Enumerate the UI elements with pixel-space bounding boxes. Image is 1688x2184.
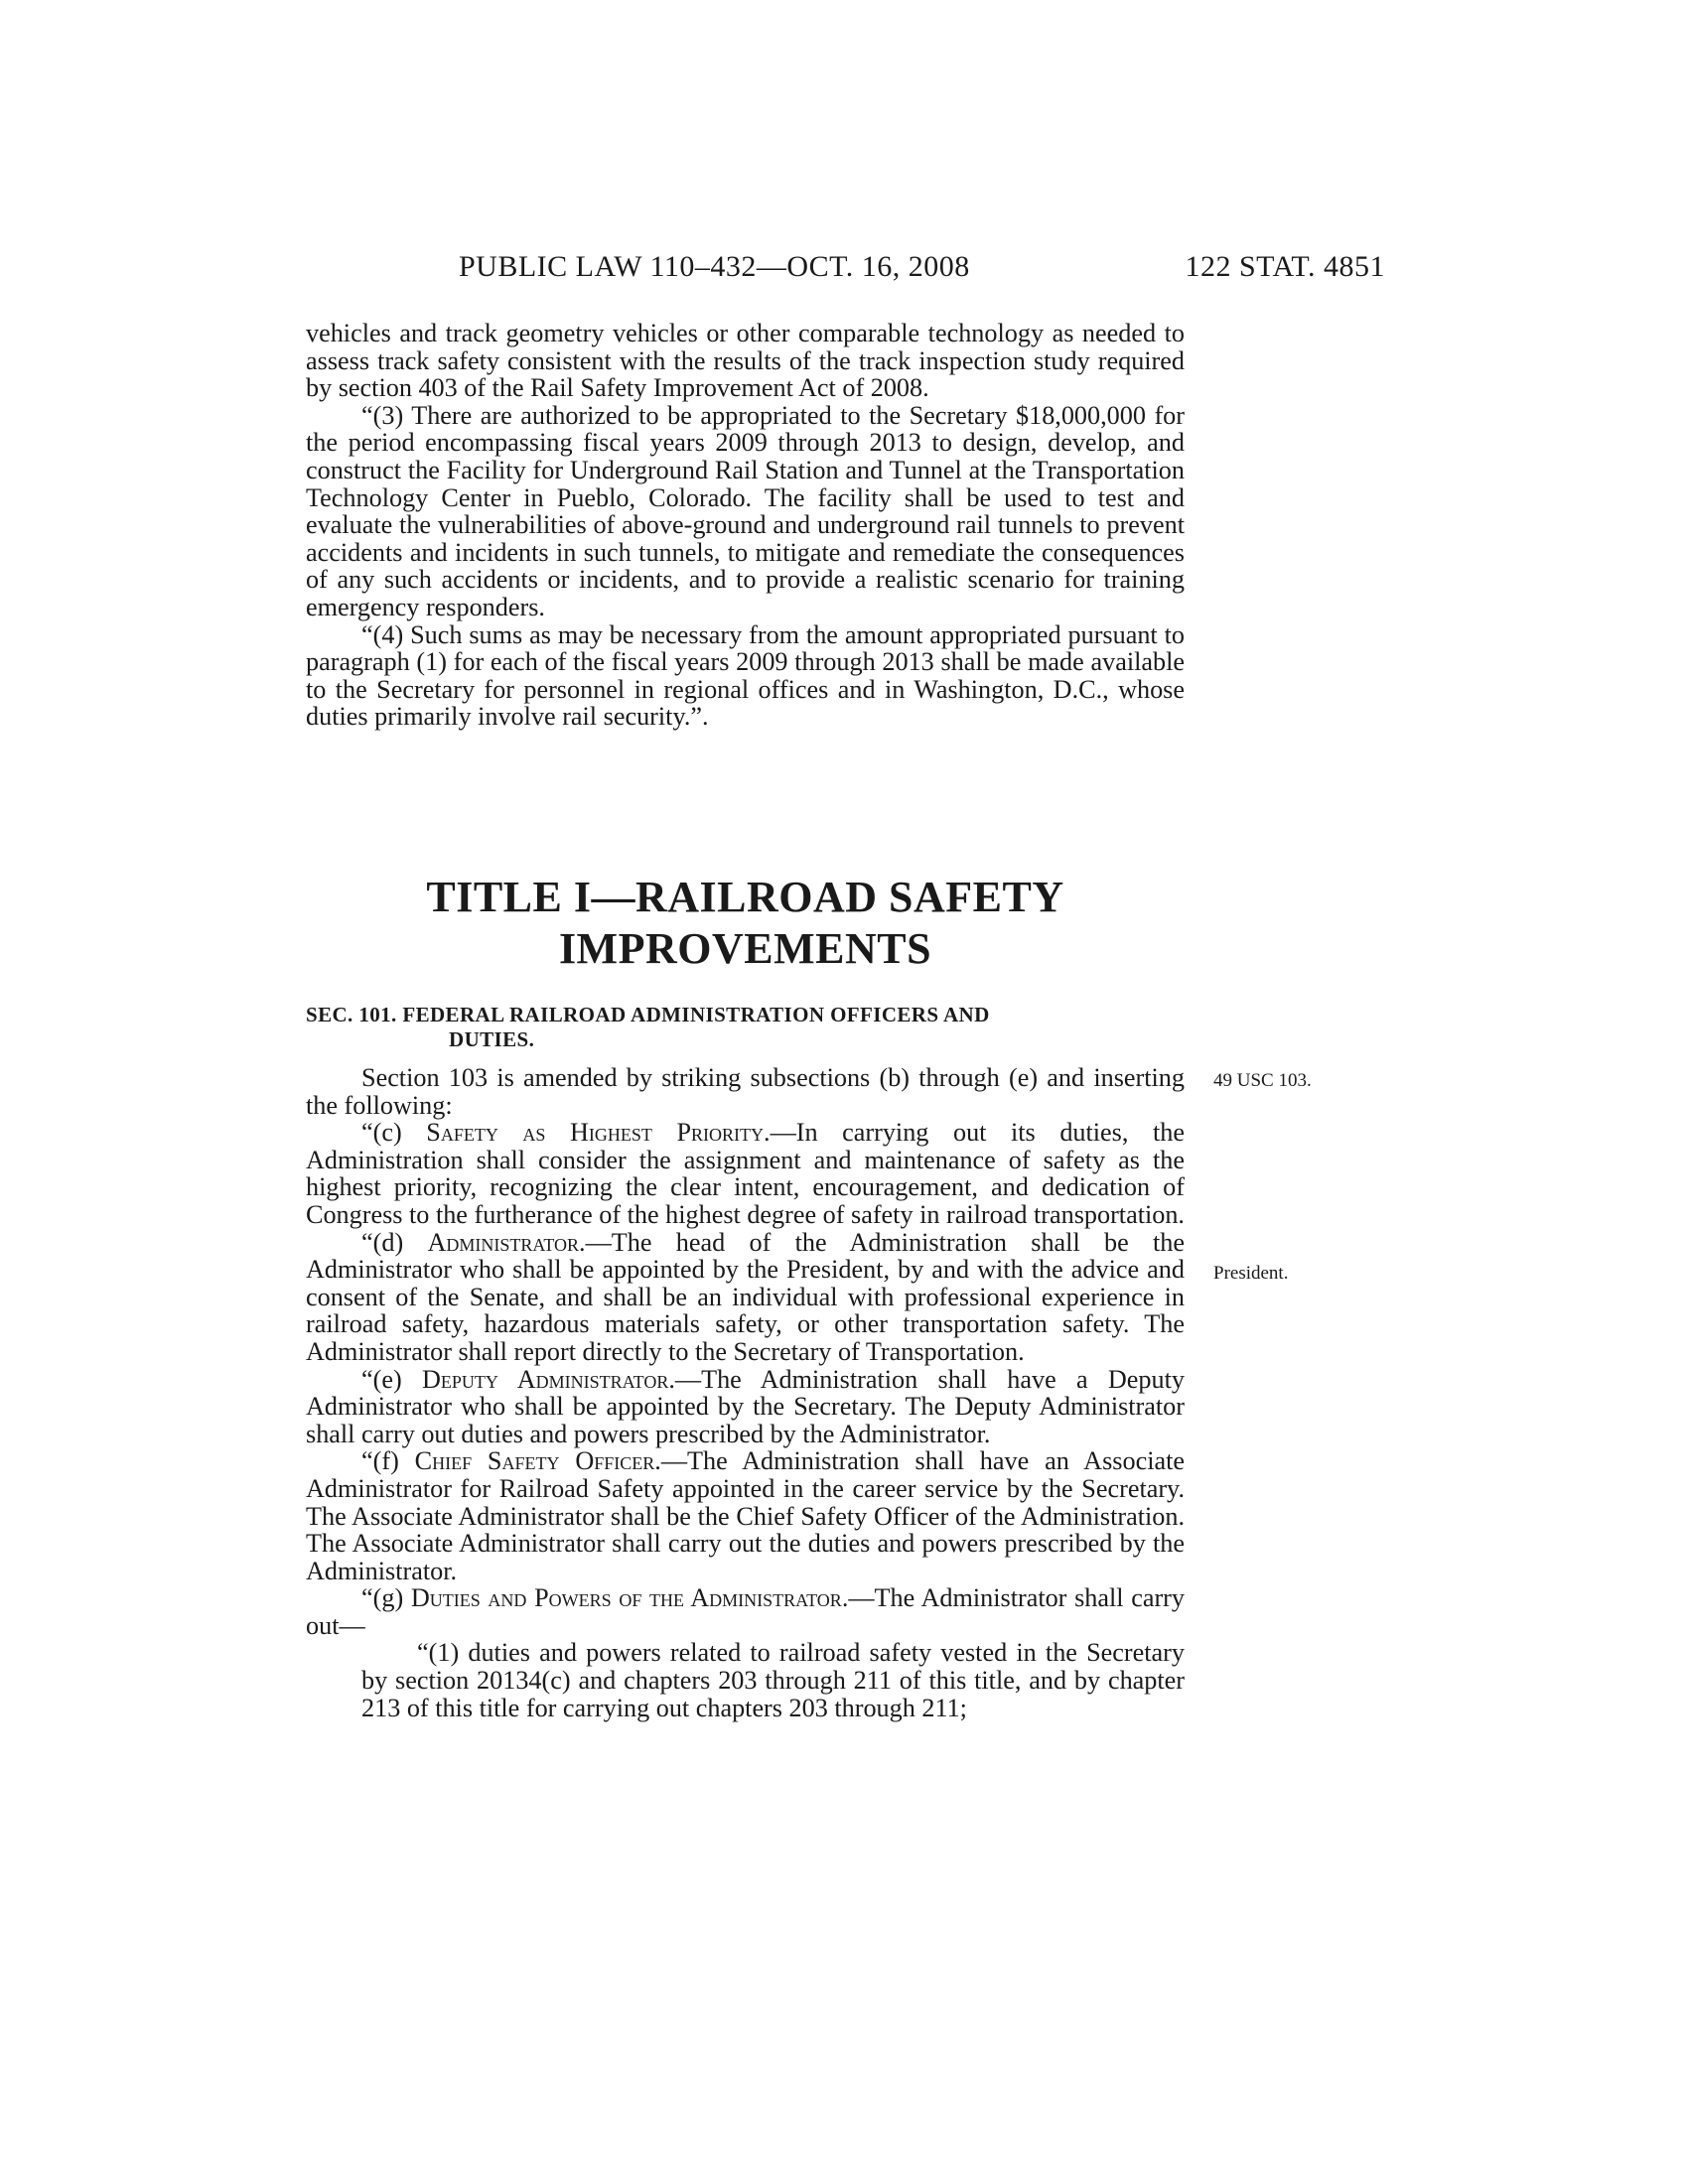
section-body	[306, 1064, 1185, 1721]
subsection-f	[306, 1447, 1185, 1584]
running-head	[298, 250, 1385, 290]
subsection-e-label: “(e)	[361, 1364, 422, 1394]
section-heading	[306, 1003, 1185, 1052]
running-head-stat: 122 STAT. 4851	[1185, 250, 1385, 283]
margin-note-usc: 49 USC 103.	[1213, 1070, 1312, 1091]
subsection-c-label: “(c)	[361, 1118, 427, 1148]
subsection-e-text: .—The Administration shall have a Deputy Administrator who shall be appointed by the Secretary. The Deputy Administrator shall carry out duties and powers prescribed by the Administrator.	[306, 1364, 1185, 1448]
margin-note-president: President.	[1213, 1263, 1289, 1284]
title-line-1: TITLE I—RAILROAD SAFETY	[426, 873, 1064, 921]
subsection-d	[306, 1229, 1185, 1366]
paragraph-3: “(3) There are authorized to be appropriated to the Secretary $18,000,000 for the period encompassing fiscal years 2009 through 2013 to design, develop, and construct the Facility for Underground Rail Station and Tunnel at the Transportation Technology Center in Pueblo, Colorado. The facility shall be used to test and evaluate the vulnerabilities of above-ground and underground rail tunnels to prevent accidents and incidents in such tunnels, to mitigate and remediate the consequences of any such accidents or incidents, and to provide a realistic scenario for training emergency responders.	[306, 400, 1185, 621]
subsection-f-heading: Chief Safety Officer	[414, 1446, 655, 1476]
title-heading	[306, 872, 1185, 975]
section-title-line-2: DUTIES.	[449, 1027, 535, 1051]
paragraph-4: “(4) Such sums as may be necessary from the amount appropriated pursuant to paragraph (1) for each of the fiscal years 2009 through 2013 shall be made available to the Secretary for personnel in regional offices and in Washington, D.C., whose duties primarily involve rail security.”.	[306, 619, 1185, 732]
subsection-c-text: .—In carrying out its duties, the Administration shall consider the assignment and maintenance of safety as the highest priority, recognizing the clear intent, encouragement, and dedication of Congress to the furtherance of the highest degree of safety in railroad transportation.	[306, 1118, 1185, 1229]
subsection-c-heading: Safety as Highest Priority	[426, 1118, 765, 1148]
subsection-g-label: “(g)	[361, 1583, 411, 1613]
subsection-g	[306, 1584, 1185, 1639]
running-head-law: PUBLIC LAW 110–432—OCT. 16, 2008	[459, 250, 970, 283]
subsection-g-heading: Duties and Powers of the Administrator	[410, 1583, 842, 1613]
subsection-e	[306, 1366, 1185, 1448]
paragraph-continuation: vehicles and track geometry vehicles or other comparable technology as needed to assess track safety consistent with the results of the track inspection study required by section 403 of the Rail Safety Improvement Act of 2008.	[306, 319, 1185, 403]
title-line-2: IMPROVEMENTS	[558, 924, 932, 973]
subsection-d-text: .—The head of the Administration shall be the Administrator who shall be appointed by the President, by and with the advice and consent of the Senate, and shall be an individual with professional experience in railroad safety, hazardous materials safety, or other transportation safety. The Administrator shall report directly to the Secretary of Transportation.	[306, 1227, 1185, 1366]
section-title-line-1: FEDERAL RAILROAD ADMINISTRATION OFFICERS AND	[402, 1003, 990, 1026]
section-number: SEC. 101.	[306, 1003, 397, 1026]
subsection-e-heading: Deputy Administrator	[421, 1364, 669, 1394]
subsection-g-text: .—The Administrator shall carry out—	[306, 1583, 1185, 1640]
continued-text	[306, 320, 1185, 731]
paragraph-g-1: “(1) duties and powers related to railroad safety vested in the Secretary by section 20134(c) and chapters 203 through 211 of this title, and by chapter 213 of this title for carrying out chapters 203 through 211;	[361, 1638, 1185, 1722]
subsection-f-label: “(f)	[361, 1446, 415, 1476]
subsection-f-text: .—The Administration shall have an Associate Administrator for Railroad Safety appointed in the career service by the Secretary. The Associate Administrator shall be the Chief Safety Officer of the Administration. The Associate Administrator shall carry out the duties and powers prescribed by the Administrator.	[306, 1446, 1185, 1585]
subsection-d-heading: Administrator	[427, 1227, 580, 1257]
section-intro: Section 103 is amended by striking subsections (b) through (e) and inserting the following:	[306, 1063, 1185, 1120]
subsection-c	[306, 1119, 1185, 1228]
subsection-d-label: “(d)	[361, 1227, 428, 1257]
